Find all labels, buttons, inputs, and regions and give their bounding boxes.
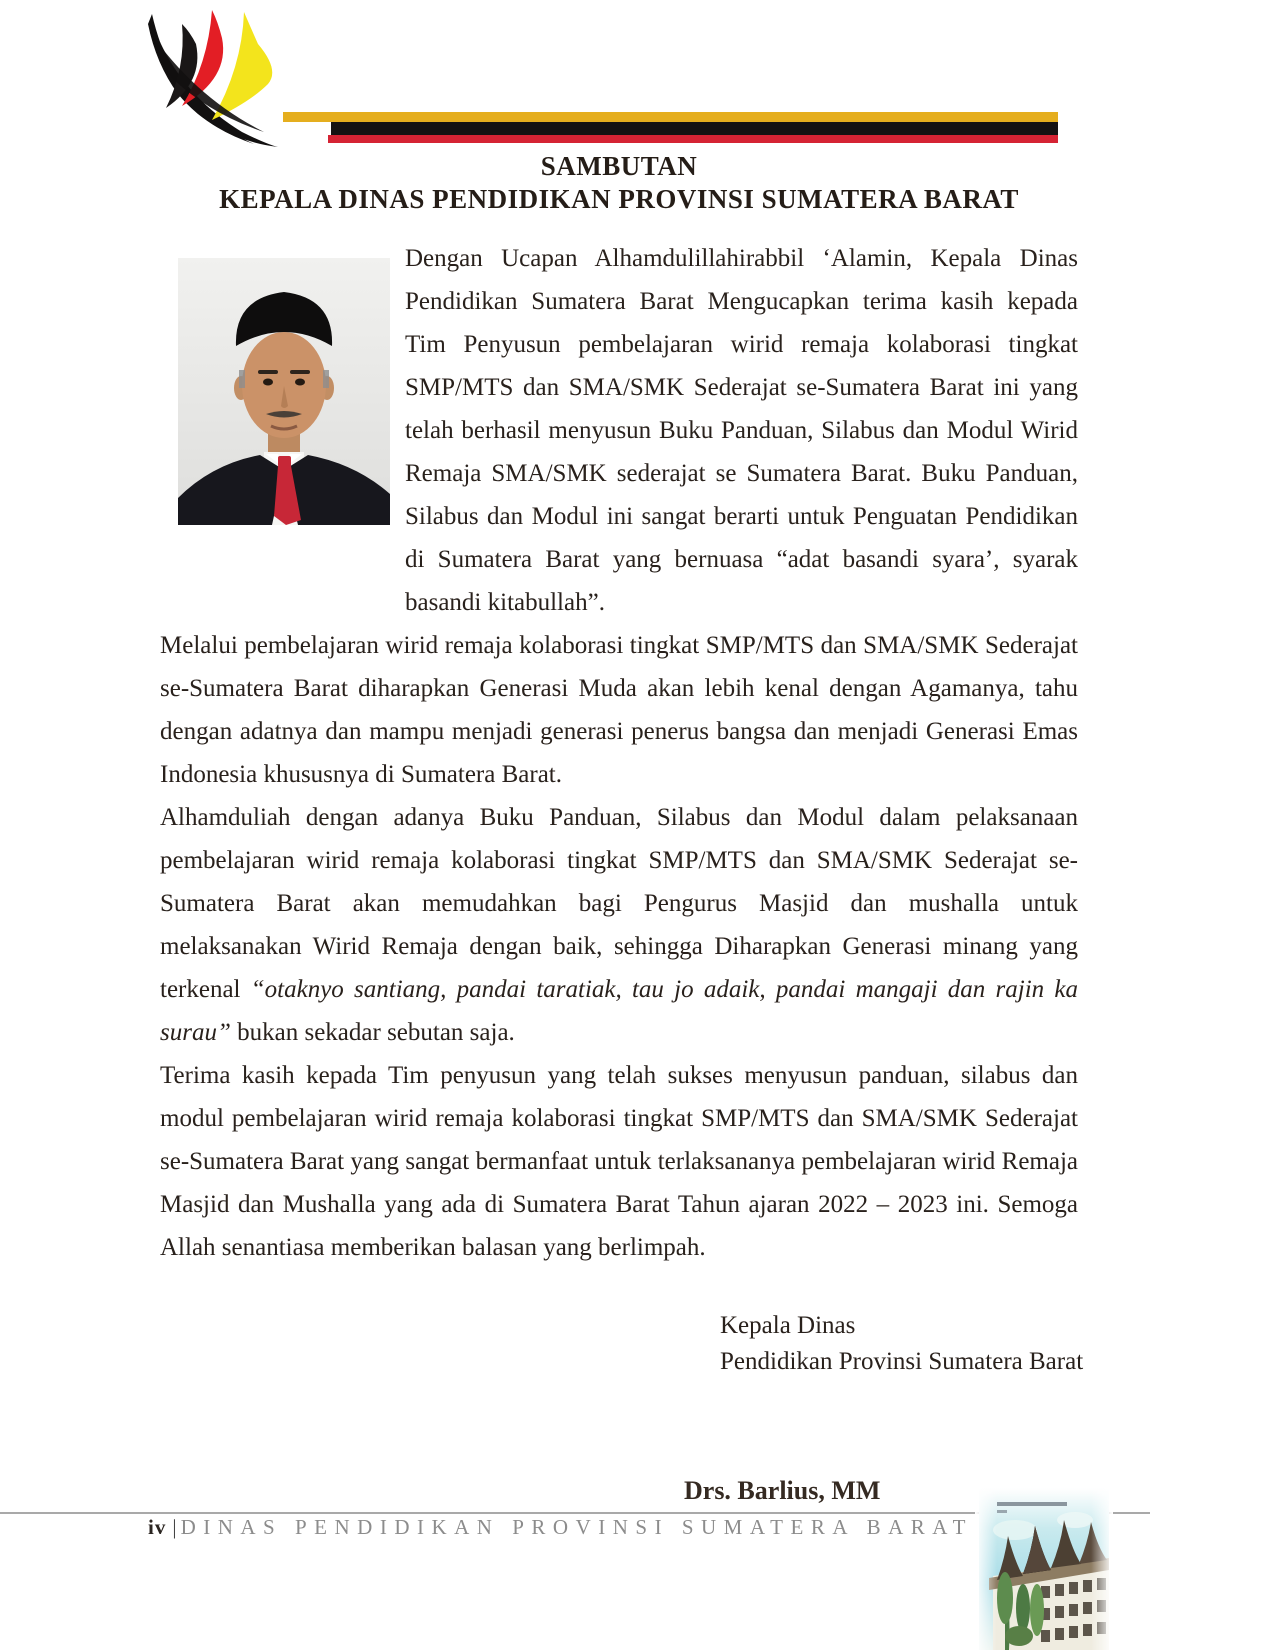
paragraph-1: Dengan Ucapan Alhamdulillahirabbil ‘Alamin, Kepala Dinas Pendidikan Sumatera Barat Mengucapkan terima kasih kepada Tim Penyusun pembelajaran wirid remaja kolaborasi tingkat SMP/MTS dan SMA/SMK Sederajat se-Sumatera Barat ini yang telah berhasil menyusun Buku Panduan, Silabus dan Modul Wirid Remaja SMA/SMK sederajat se Sumatera Barat. Buku Panduan, Silabus dan Modul ini sangat berarti untuk Penguatan Pendidikan di Sumatera Barat yang bernuasa “adat basandi syara’, syarak basandi kitabullah”. [405,245,1078,616]
paragraph-3 [160,796,1078,1054]
stripe-yellow [283,112,1058,122]
paragraph-2: Melalui pembelajaran wirid remaja kolaborasi tingkat SMP/MTS dan SMA/SMK Sederajat se-Sumatera Barat diharapkan Generasi Muda akan lebih kenal dengan Agamanya, tahu dengan adatnya dan mampu menjadi generasi penerus bangsa dan menjadi Generasi Emas Indonesia khususnya di Sumatera Barat. [160,632,1078,788]
signature-title-line-2: Pendidikan Provinsi Sumatera Barat [720,1348,1084,1375]
signature-title-line-1: Kepala Dinas [720,1312,856,1339]
page-title [160,150,1078,216]
header-banner-stripes [283,112,1058,142]
footer-separator: | [172,1515,177,1539]
paragraph-3-tail: bukan sekadar sebutan saja. [230,1019,515,1046]
title-line-2: KEPALA DINAS PENDIDIKAN PROVINSI SUMATERA BARAT [219,184,1019,214]
footer-text: DINAS PENDIDIKAN PROVINSI SUMATERA BARAT [180,1515,973,1539]
stripe-red [328,135,1058,143]
dinas-pendidikan-building-photo [975,1458,1113,1650]
title-line-1: SAMBUTAN [540,151,698,181]
paragraph-3-lead: Alhamduliah dengan adanya Buku Panduan, Silabus dan Modul dalam pelaksanaan pembelajaran wirid remaja kolaborasi tingkat SMP/MTS dan SMA/SMK Sederajat se-Sumatera Barat akan memudahkan bagi Pengurus Masjid dan mushalla untuk melaksanakan Wirid Remaja dengan baik, sehingga Diharapkan Generasi minang yang terkenal [160,804,1078,1003]
page-number: iv [148,1515,167,1539]
body-text [160,237,1078,1269]
paragraph-3-minang-proverb: “otaknyo santiang, pandai taratiak, tau jo adaik, pandai mangaji dan rajin ka surau” [160,976,1078,1046]
paragraph-4: Terima kasih kepada Tim penyusun yang telah sukses menyusun panduan, silabus dan modul pembelajaran wirid remaja kolaborasi tingkat SMP/MTS dan SMA/SMK Sederajat se-Sumatera Barat yang sangat bermanfaat untuk terlaksananya pembelajaran wirid Remaja Masjid dan Mushalla yang ada di Sumatera Barat Tahun ajaran 2022 – 2023 ini. Semoga Allah senantiasa memberikan balasan yang berlimpah. [160,1062,1078,1261]
stripe-black [331,122,1058,135]
signature-block [720,1308,1083,1380]
page-footer [148,1515,973,1540]
signer-name: Drs. Barlius, MM [684,1476,881,1505]
